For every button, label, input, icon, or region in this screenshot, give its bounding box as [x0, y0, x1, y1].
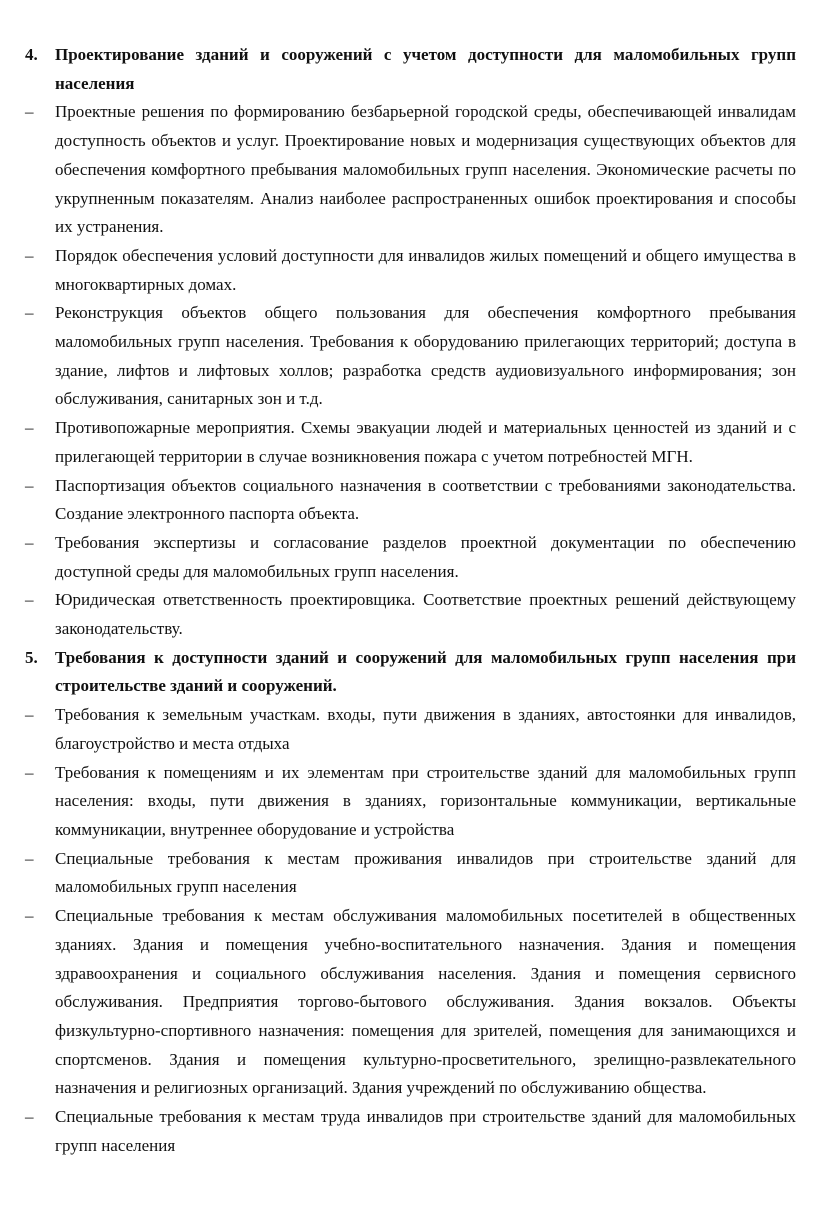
- list-item-text: Реконструкция объектов общего пользования для обеспечения комфортного пребывания маломобильных групп населения. Требования к оборудованию прилегающих территорий; доступа в здание, лифтов и лифтовых холлов; разработка средств аудиовизуального информирования; зон обслуживания, санитарных зон и т.д.: [55, 303, 796, 409]
- list-item: [25, 1103, 796, 1160]
- list-item: [25, 414, 796, 471]
- dash-bullet: –: [25, 532, 34, 552]
- dash-bullet: –: [25, 762, 34, 782]
- list-item-text: Требования к помещениям и их элементам при строительстве зданий для маломобильных групп населения: входы, пути движения в зданиях, горизонтальные коммуникации, вертикальные коммуникации, внутреннее оборудование и устройства: [55, 762, 796, 839]
- list-item-text: Требования к земельным участкам. входы, пути движения в зданиях, автостоянки для инвалидов, благоустройство и места отдыха: [55, 705, 796, 753]
- list-item-text: Проектные решения по формированию безбарьерной городской среды, обеспечивающей инвалидам доступность объектов и услуг. Проектирование новых и модернизация существующих объектов для обеспечения комфортного пребывания маломобильных групп населения. Экономические расчеты по укрупненным показателям. Анализ наиболее распространенных ошибок проектирования и способы их устранения.: [55, 102, 796, 237]
- list-item: [25, 701, 796, 758]
- dash-bullet: –: [25, 245, 34, 265]
- dash-bullet: –: [25, 102, 34, 122]
- list-item-text: Специальные требования к местам обслуживания маломобильных посетителей в общественных зданиях. Здания и помещения учебно-воспитательного назначения. Здания и помещения здравоохранения и социального обслуживания населения. Здания и помещения сервисного обслуживания. Предприятия торгово-бытового обслуживания. Здания вокзалов. Объекты физкультурно-спортивного назначения: помещения для зрителей, помещения для занимающихся и спортсменов. Здания и помещения культурно-просветительного, зрелищно-развлекательного назначения и религиозных организаций. Здания учреждений по обслуживанию общества.: [55, 906, 796, 1098]
- dash-bullet: –: [25, 303, 34, 323]
- list-item-text: Требования экспертизы и согласование разделов проектной документации по обеспечению доступной среды для маломобильных групп населения.: [55, 532, 796, 581]
- dash-bullet: –: [25, 705, 34, 725]
- list-item-text: Специальные требования к местам труда инвалидов при строительстве зданий для маломобильных групп населения: [55, 1107, 796, 1155]
- section-item-list: [25, 98, 796, 643]
- section-item-list: [25, 701, 796, 1160]
- list-item: [25, 98, 796, 242]
- list-item: [25, 902, 796, 1103]
- list-item: [25, 472, 796, 529]
- list-item: [25, 759, 796, 845]
- section-heading: [25, 644, 796, 701]
- section-4: [25, 41, 796, 644]
- dash-bullet: –: [25, 906, 34, 926]
- section-heading: [25, 41, 796, 98]
- dash-bullet: –: [25, 475, 34, 495]
- list-item: [25, 845, 796, 902]
- list-item-text: Противопожарные мероприятия. Схемы эвакуации людей и материальных ценностей из зданий и с прилегающей территории в случае возникновения пожара с учетом потребностей МГН.: [55, 418, 796, 466]
- list-item: [25, 299, 796, 414]
- dash-bullet: –: [25, 590, 34, 610]
- section-number: 4.: [25, 45, 38, 64]
- list-item-text: Паспортизация объектов социального назначения в соответствии с требованиями законодательства. Создание электронного паспорта объекта.: [55, 475, 796, 524]
- section-title: Проектирование зданий и сооружений с учетом доступности для маломобильных групп населения: [55, 45, 796, 93]
- list-item: [25, 529, 796, 586]
- dash-bullet: –: [25, 848, 34, 868]
- list-item-text: Юридическая ответственность проектировщика. Соответствие проектных решений действующему законодательству.: [55, 590, 796, 639]
- section-title: Требования к доступности зданий и сооружений для маломобильных групп населения при строительстве зданий и сооружений.: [55, 647, 796, 696]
- dash-bullet: –: [25, 1107, 34, 1127]
- list-item-text: Порядок обеспечения условий доступности для инвалидов жилых помещений и общего имущества в многоквартирных домах.: [55, 245, 796, 294]
- section-number: 5.: [25, 647, 38, 667]
- section-5: [25, 644, 796, 1161]
- dash-bullet: –: [25, 418, 34, 438]
- list-item: [25, 586, 796, 643]
- list-item-text: Специальные требования к местам проживания инвалидов при строительстве зданий для маломобильных групп населения: [55, 848, 796, 897]
- list-item: [25, 242, 796, 299]
